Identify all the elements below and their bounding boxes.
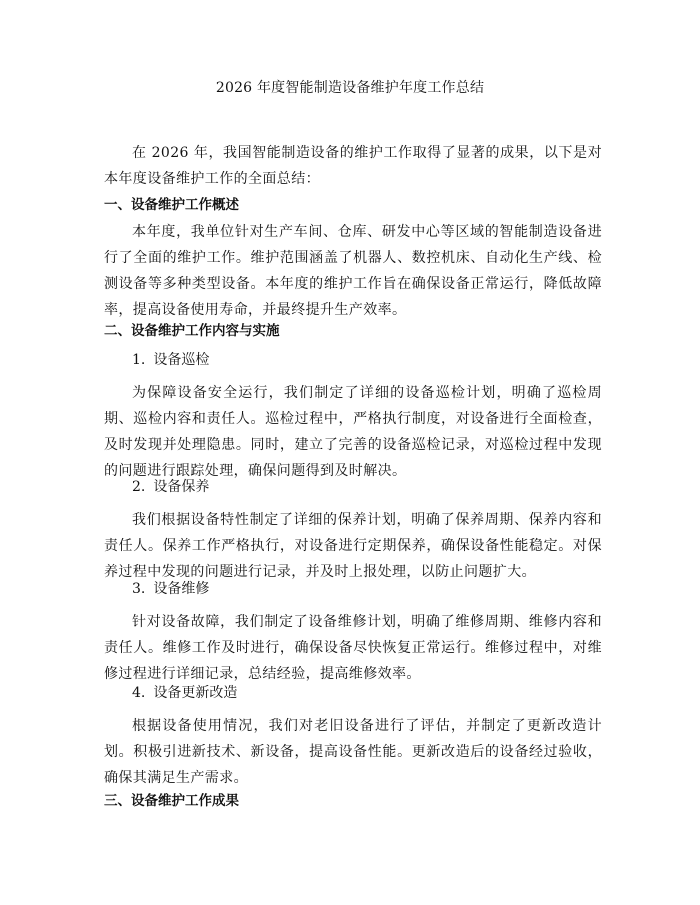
section-paragraph: 本年度，我单位针对生产车间、仓库、研发中心等区域的智能制造设备进行了全面的维护工作。维护范围涵盖了机器人、数控机床、自动化生产线、检测设备等多种类型设备。本年度的维护工作旨在确保设备正常运行，降低故障率，提高设备使用寿命，并最终提升生产效率。: [104, 224, 602, 318]
subsection-1-paragraph-block: [104, 380, 602, 484]
section-heading: 三、设备维护工作成果: [104, 793, 239, 809]
subsection-1-heading-block: [104, 349, 602, 371]
subsection-4-paragraph-block: [104, 713, 602, 791]
section-heading: 一、设备维护工作概述: [104, 197, 239, 213]
subsection-heading: [104, 476, 602, 498]
intro-paragraph: 在 2026 年，我国智能制造设备的维护工作取得了显著的成果，以下是对本年度设备维护工作的全面总结：: [104, 145, 602, 187]
subsection-title: 设备更新改造: [153, 685, 238, 701]
document-title: 2026 年度智能制造设备维护年度工作总结: [215, 80, 485, 96]
subsection-2-paragraph-block: [104, 507, 602, 585]
section-1-paragraph-block: [104, 219, 602, 323]
subsection-heading: [104, 349, 602, 371]
intro-block: [104, 140, 602, 192]
section-3-heading-block: [104, 790, 602, 812]
subsection-number: 2.: [132, 479, 146, 495]
subsection-paragraph: 我们根据设备特性制定了详细的保养计划，明确了保养周期、保养内容和责任人。保养工作严格执行，对设备进行定期保养，确保设备性能稳定。对保养过程中发现的问题进行记录，并及时上报处理，以防止问题扩大。: [104, 512, 602, 580]
subsection-3-heading-block: [104, 578, 602, 600]
subsection-4-heading-block: [104, 682, 602, 704]
subsection-paragraph: 为保障设备安全运行，我们制定了详细的设备巡检计划，明确了巡检周期、巡检内容和责任人。巡检过程中，严格执行制度，对设备进行全面检查，及时发现并处理隐患。同时，建立了完善的设备巡检记录，对巡检过程中发现的问题进行跟踪处理，确保问题得到及时解决。: [104, 385, 602, 479]
subsection-2-heading-block: [104, 476, 602, 498]
subsection-title: 设备巡检: [153, 352, 210, 368]
subsection-paragraph: 针对设备故障，我们制定了设备维修计划，明确了维修周期、维修内容和责任人。维修工作及时进行，确保设备尽快恢复正常运行。维修过程中，对维修过程进行详细记录，总结经验，提高维修效率。: [104, 614, 602, 682]
subsection-number: 1.: [132, 352, 146, 368]
section-heading: 二、设备维护工作内容与实施: [104, 323, 280, 339]
subsection-title: 设备保养: [153, 479, 210, 495]
subsection-3-paragraph-block: [104, 609, 602, 687]
subsection-heading: [104, 578, 602, 600]
section-2-heading-block: [104, 320, 602, 342]
section-1-heading-block: [104, 194, 602, 216]
subsection-title: 设备维修: [153, 581, 210, 597]
subsection-heading: [104, 682, 602, 704]
subsection-number: 4.: [132, 685, 146, 701]
subsection-number: 3.: [132, 581, 146, 597]
subsection-paragraph: 根据设备使用情况，我们对老旧设备进行了评估，并制定了更新改造计划。积极引进新技术、新设备，提高设备性能。更新改造后的设备经过验收，确保其满足生产需求。: [104, 718, 602, 786]
